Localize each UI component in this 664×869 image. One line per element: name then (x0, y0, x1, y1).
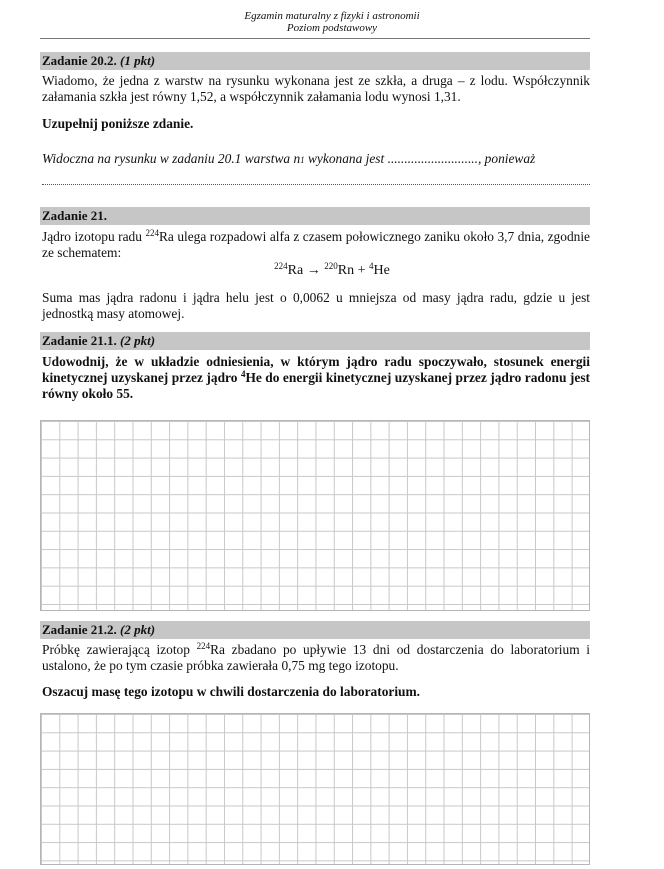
page-header (0, 10, 664, 34)
task-21-2-title: Zadanie 21.2. (42, 622, 117, 637)
answer-grid-21-2[interactable] (40, 713, 590, 865)
exam-title: Egzamin maturalny z fizyki i astronomii (244, 10, 420, 22)
exam-level: Poziom podstawowy (286, 22, 378, 34)
ra-mass-number-2: 224 (196, 641, 211, 651)
header-rule (40, 38, 590, 39)
task-21-1-title: Zadanie 21.1. (42, 333, 117, 348)
eq-s1: Ra (287, 263, 304, 278)
ra-mass-number: 224 (145, 228, 159, 238)
task-21-2-heading (40, 621, 590, 639)
task-21-1-heading (40, 332, 590, 350)
task-21-2-text-b: Ra zbadano po upływie 13 dni od dostarczenia do laboratorium i ustalono, że po tym czasie próbka zawierała 0,75 mg tego izotopu. (42, 642, 591, 673)
answer-blank[interactable]: ........................... (387, 151, 478, 166)
task-21-text-b: Ra ulega rozpadowi alfa z czasem połowicznego zaniku około 3,7 dnia, zgodnie ze schematem: (42, 229, 590, 260)
he-mass-number: 4 (240, 369, 246, 379)
task-20-2-title: Zadanie 20.2. (42, 53, 117, 68)
task-21-text (42, 229, 590, 261)
sentence-mid: wykonana jest (304, 151, 388, 166)
sentence-start: Widoczna na rysunku w zadaniu 20.1 warstwa n (42, 151, 301, 166)
eq-arrow: → (303, 263, 325, 278)
eq-s3: He (373, 263, 390, 278)
task-21-2-text-a: Próbkę zawierającą izotop (42, 642, 197, 657)
eq-s2: Rn (337, 263, 355, 278)
task-20-2-points: (1 pkt) (120, 53, 156, 68)
task-21-2-points: (2 pkt) (120, 622, 156, 637)
task-21-2-text (42, 642, 590, 674)
task-21-text-a: Jądro izotopu radu (42, 229, 146, 244)
eq-a2: 220 (324, 261, 338, 271)
sentence-subscript: 1 (300, 155, 305, 165)
decay-equation (0, 263, 664, 279)
task-21-1-text (42, 354, 590, 402)
task-20-2-text: Wiadomo, że jedna z warstw na rysunku wykonana jest ze szkła, a druga – z lodu. Współczynnik załamania szkła jest równy 1,52, a współczynnik załamania lodu wynosi 1,31. (42, 73, 590, 104)
task-21-title: Zadanie 21. (42, 208, 108, 223)
task-20-2-sentence (42, 151, 590, 168)
answer-grid-21-1[interactable] (40, 420, 590, 611)
answer-dotted-line[interactable] (42, 184, 590, 185)
task-20-2-heading (40, 52, 590, 70)
task-21-text-c: Suma mas jądra radonu i jądra helu jest o 0,0062 u mniejsza od masy jądra radu, gdzie u jest jednostką masy atomowej. (42, 290, 590, 321)
task-21-1-text-b: He do energii kinetycznej uzyskanej przez jądro radonu jest równy około 55. (42, 370, 590, 401)
task-20-2-instruction: Uzupełnij poniższe zdanie. (42, 116, 194, 131)
sentence-end: , ponieważ (477, 151, 536, 166)
task-21-1-text-a: Udowodnij, że w układzie odniesienia, w którym jądro radu spoczywało, stosunek energii kinetycznej uzyskanej przez jądro (42, 354, 590, 385)
task-21-2-instruction: Oszacuj masę tego izotopu w chwili dostarczenia do laboratorium. (42, 684, 421, 699)
eq-a3: 4 (368, 261, 374, 271)
task-21-heading (40, 207, 590, 225)
task-21-1-points: (2 pkt) (120, 333, 156, 348)
eq-a1: 224 (274, 261, 288, 271)
eq-plus: + (354, 263, 369, 278)
